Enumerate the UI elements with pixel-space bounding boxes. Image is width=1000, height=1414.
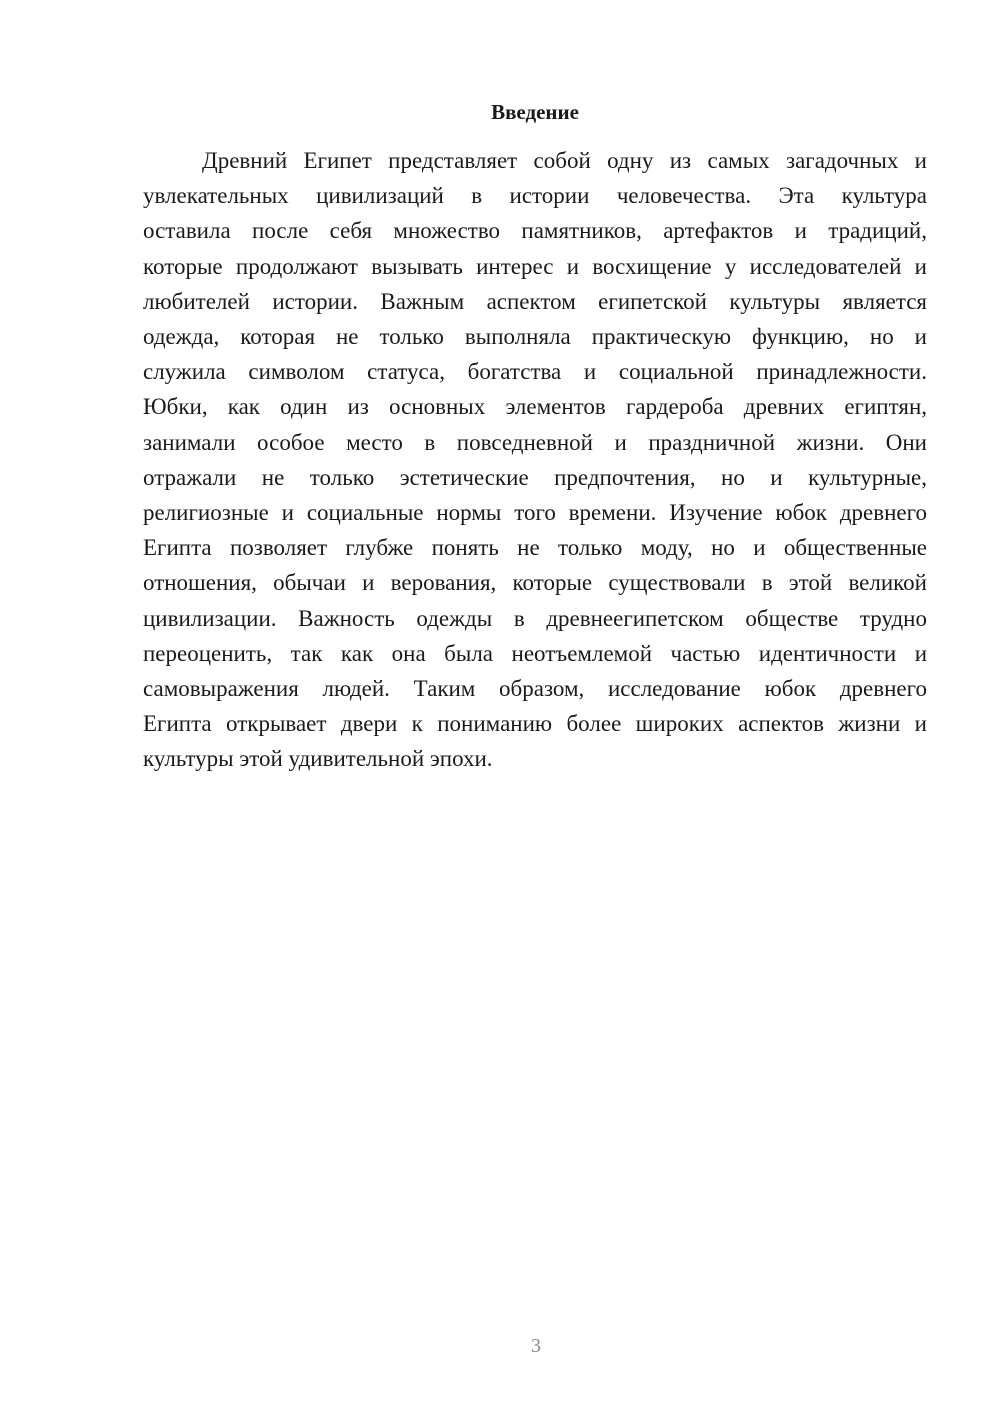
paragraph-line: служила символом статуса, богатства и социальной принадлежности. [143, 359, 927, 385]
introduction-paragraph [143, 143, 927, 777]
paragraph-line: Юбки, как один из основных элементов гардероба древних египтян, [143, 394, 927, 420]
paragraph-line: Египта открывает двери к пониманию более широких аспектов жизни и [143, 711, 927, 737]
paragraph-line: культуры этой удивительной эпохи. [143, 746, 493, 772]
paragraph-line: цивилизации. Важность одежды в древнеегипетском обществе трудно [143, 605, 927, 631]
paragraph-line: увлекательных цивилизаций в истории человечества. Эта культура [143, 183, 927, 209]
paragraph-line: отношения, обычаи и верования, которые существовали в этой великой [143, 570, 927, 596]
paragraph-line: религиозные и социальные нормы того времени. Изучение юбок древнего [143, 500, 927, 526]
paragraph-line: переоценить, так как она была неотъемлемой частью идентичности и [143, 640, 927, 666]
paragraph-line: оставила после себя множество памятников, артефактов и традиций, [143, 218, 927, 244]
paragraph-line: Древний Египет представляет собой одну из самых загадочных и [202, 148, 927, 173]
paragraph-line: которые продолжают вызывать интерес и восхищение у исследователей и [143, 253, 927, 279]
section-heading: Введение [491, 100, 579, 124]
paragraph-line: любителей истории. Важным аспектом египетской культуры является [143, 288, 927, 314]
paragraph-line: одежда, которая не только выполняла практическую функцию, но и [143, 324, 927, 350]
paragraph-line: самовыражения людей. Таким образом, исследование юбок древнего [143, 676, 927, 702]
paragraph-line: Египта позволяет глубже понять не только моду, но и общественные [143, 535, 927, 561]
paragraph-line: отражали не только эстетические предпочтения, но и культурные, [143, 464, 927, 490]
page-number: 3 [531, 1335, 541, 1357]
paragraph-line: занимали особое место в повседневной и праздничной жизни. Они [143, 429, 927, 455]
